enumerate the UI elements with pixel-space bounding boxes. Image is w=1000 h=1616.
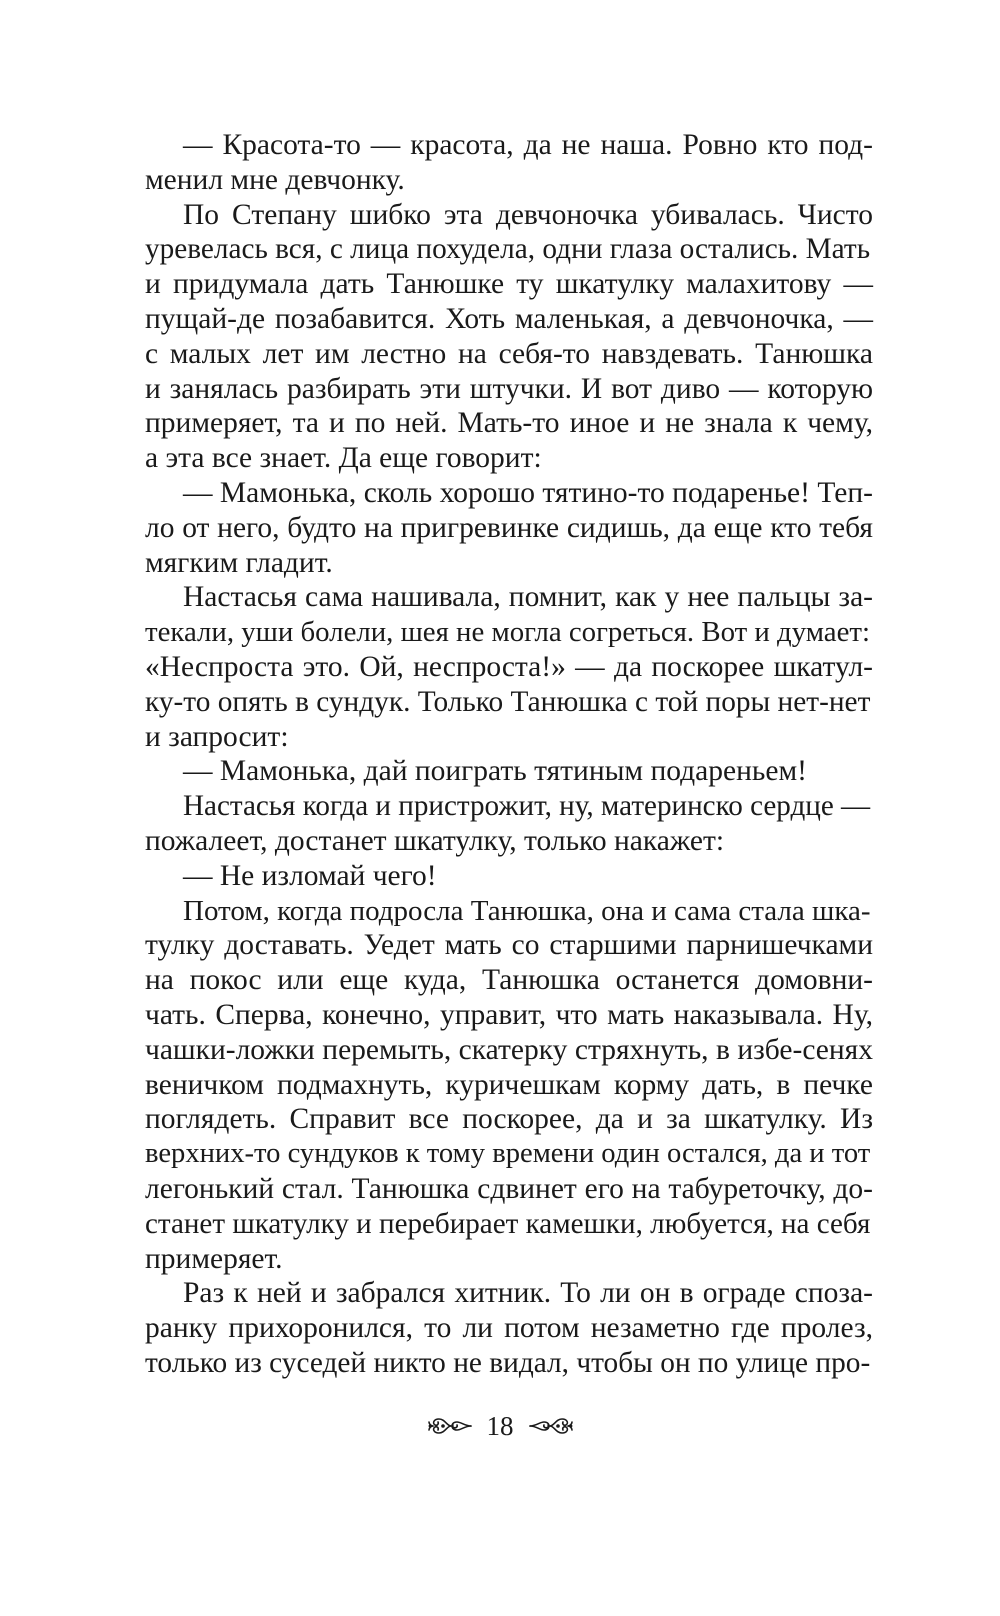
text-line: Настасья сама нашивала, помнит, как у нее пальцы за- [183,581,873,614]
text-line: — Не изломай чего! [183,859,437,892]
text-line: только из суседей никто не видал, чтобы он по улице про- [145,1346,871,1379]
text-line: Настасья когда и пристрожит, ну, материнско сердце — [183,790,871,823]
text-line: и запросит: [145,720,289,753]
text-line: поглядеть. Справит все поскорее, да и за шкатулку. Из [145,1103,873,1136]
text-line: и занялась разбирать эти штучки. И вот диво — которую [145,372,873,405]
text-line: чашки-ложки перемыть, скатерку стряхнуть, в избе-сенях [145,1033,873,1066]
text-line: легонький стал. Танюшка сдвинет его на табуреточку, до- [145,1172,873,1205]
text-line: веничком подмахнуть, куричешкам корму дать, в печке [145,1068,873,1101]
text-line: примеряет, та и по ней. Мать-то иное и не знала к чему, [145,407,873,440]
body-text [145,128,873,1381]
text-line: пущай-де позабавится. Хоть маленькая, а девчоночка, — [145,302,873,335]
text-line: чать. Сперва, конечно, управит, что мать наказывала. Ну, [145,998,873,1031]
text-line: мягким гладит. [145,546,333,579]
text-line: верхних-то сундуков к тому времени один остался, да и тот [145,1138,871,1170]
text-line: — Мамонька, дай поиграть тятиным подареньем! [183,755,807,788]
text-line: По Степану шибко эта девчоночка убивалась. Чисто [183,198,873,231]
text-line: примеряет. [145,1242,283,1275]
fleuron-left-icon [427,1411,473,1441]
fleuron-right-icon [528,1411,574,1441]
text-line: Потом, когда подросла Танюшка, она и сама стала шка- [183,894,871,927]
page-footer [0,1406,1000,1446]
text-line: — Мамонька, сколь хорошо тятино-то подаренье! Теп- [183,476,873,509]
text-line: уревелась вся, с лица похудела, одни глаза остались. Мать [145,233,871,266]
text-line: ранку прихоронился, то ли потом незаметно где пролез, [145,1312,873,1345]
text-line: Раз к ней и забрался хитник. То ли он в ограде споза- [183,1277,873,1310]
text-line: станет шкатулку и перебирает камешки, любуется, на себя [145,1207,871,1240]
text-line: а эта все знает. Да еще говорит: [145,442,542,475]
text-line: — Красота-то — красота, да не наша. Ровно кто под- [183,129,873,161]
text-line: ку-то опять в сундук. Только Танюшка с той поры нет-нет [145,685,871,718]
text-line: «Неспроста это. Ой, неспроста!» — да поскорее шкатул- [145,650,873,683]
text-line: менил мне девчонку. [145,163,405,196]
text-line: текали, уши болели, шея не могла согреться. Вот и думает: [145,616,870,649]
text-line: и придумала дать Танюшке ту шкатулку малахитову — [145,268,873,301]
page-number: 18 [486,1410,514,1441]
text-line: пожалеет, достанет шкатулку, только накажет: [145,824,725,857]
text-line: с малых лет им лестно на себя-то навздевать. Танюшка [145,337,873,370]
text-line: тулку доставать. Уедет мать со старшими парнишечками [145,929,873,962]
text-line: на покос или еще куда, Танюшка останется домовни- [145,964,873,997]
text-line: ло от него, будто на пригревинке сидишь, да еще кто тебя [145,511,873,544]
